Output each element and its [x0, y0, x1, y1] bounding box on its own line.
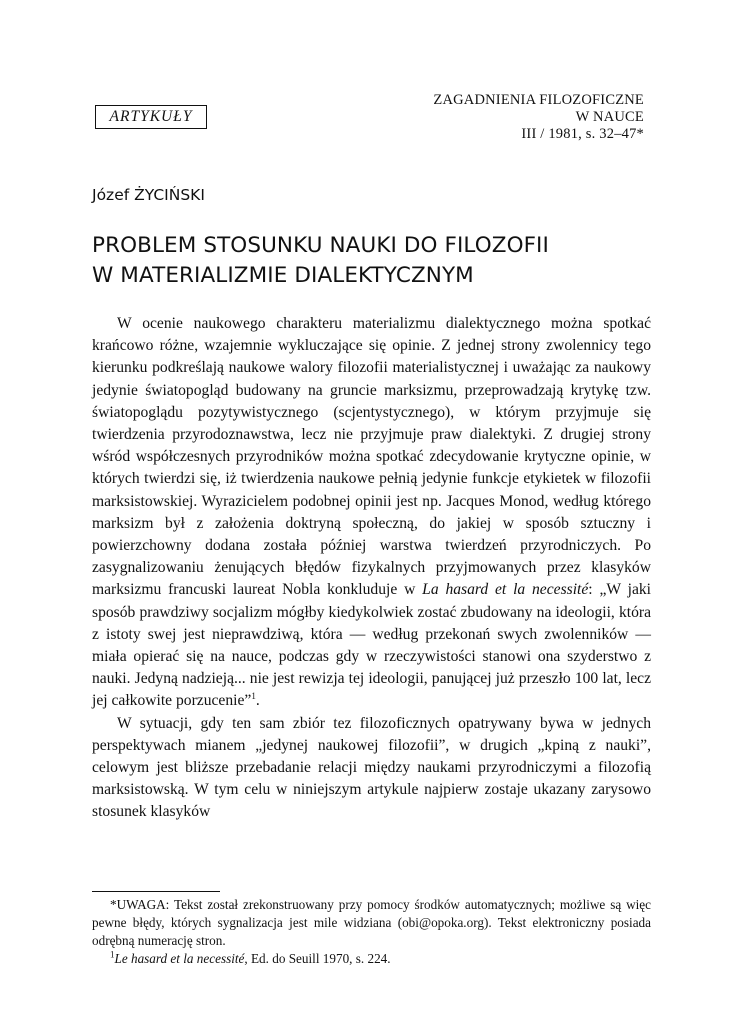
paragraph-1-text: W ocenie naukowego charakteru materializmu dialektycznego można spotkać krańcowo różne, wzajemnie wykluczające się opinie. Z jednej strony zwolennicy tego kierunku podkreślają naukowe walory filozofii materialistycznej i uważając za naukowy jedynie światopogląd budowany na gruncie marksizmu, przeprowadzają krytykę tzw. światopoglądu pozytywistycznego (scjentystycznego), w którym przyjmuje się twierdzenia przyrodoznawstwa, lecz nie przyjmuje praw dialektyki. Z drugiej strony wśród współczesnych przyrodników można spotkać zdecydowanie krytyczne opinie, w których twierdzi się, iż twierdzenia naukowe pełnią jedynie funkcje etykietek w filozofii marksistowskiej. Wyrazicielem podobnej opinii jest np. Jacques Monod, według którego marksizm był z założenia doktryną społeczną, do jakiej w sposób sztuczny i powierzchowny dodana została później warstwa twierdzeń przyrodniczych. Po zasygnalizowaniu żenujących błędów fizykalnych przyjmowanych przez klasyków marksizmu francuski laureat Nobla konkluduje w [92, 315, 651, 599]
footnote-1-number: 1 [110, 949, 115, 960]
article-body [92, 313, 651, 824]
footnote-divider [92, 891, 220, 892]
title-line-2: W MATERIALIZMIE DIALEKTYCZNYM [92, 263, 474, 288]
footnote-ref-1: 1 [251, 691, 256, 702]
paragraph-2: W sytuacji, gdy ten sam zbiór tez filozoficznych opatrywany bywa w jednych perspektywach mianem „jedynej naukowej filozofii”, w drugich „kpiną z nauki”, celowym jest bliższe przebadanie relacji między naukami przyrodniczymi a filozofią marksistowską. W tym celu w niniejszym artykule najpierw zostaje ukazany zarysowo stosunek klasyków [92, 714, 651, 821]
quotation: : „W jaki sposób prawdziwy socjalizm mógłby kiedykolwiek zostać zbudowany na ideologii, która z istoty swej jest nieprawdziwą, która — według przekonań swych zwolenników — miała opierać się na nauce, podczas gdy w rzeczywistości stanowi ona szyderstwo z nauki. Jedyną nadzieją... nie jest rewizja tej ideologii, panującej już przeszło 100 lat, lecz jej całkowite porzucenie” [92, 581, 651, 710]
section-label-box [95, 105, 207, 129]
book-title: La hasard et la necessité [422, 581, 589, 599]
journal-issue: III / 1981, s. 32–47* [521, 126, 644, 142]
paragraph-1-end: . [255, 692, 260, 710]
author-name: Józef ŻYCIŃSKI [92, 186, 205, 204]
title-line-1: PROBLEM STOSUNKU NAUKI DO FILOZOFII [92, 233, 549, 258]
footnotes [92, 896, 651, 968]
footnote-1 [92, 950, 651, 968]
footnote-note: *UWAGA: Tekst został zrekonstruowany przy pomocy środków automatycznych; możliwe są więc pewne błędy, których sygnalizacja jest mile widziana (obi@opoka.org). Tekst elektroniczny posiada odrębną numerację stron. [92, 897, 651, 948]
journal-name-cont: W NAUCE [575, 109, 644, 125]
paragraph-1 [92, 313, 651, 713]
footnote-1-text: , Ed. do Seuill 1970, s. 224. [244, 951, 391, 966]
article-title [92, 231, 652, 291]
journal-info [433, 92, 644, 143]
footnote-1-title: Le hasard et la necessité [114, 951, 245, 966]
section-label: ARTYKUŁY [109, 108, 193, 125]
journal-name: ZAGADNIENIA FILOZOFICZNE [433, 92, 644, 108]
